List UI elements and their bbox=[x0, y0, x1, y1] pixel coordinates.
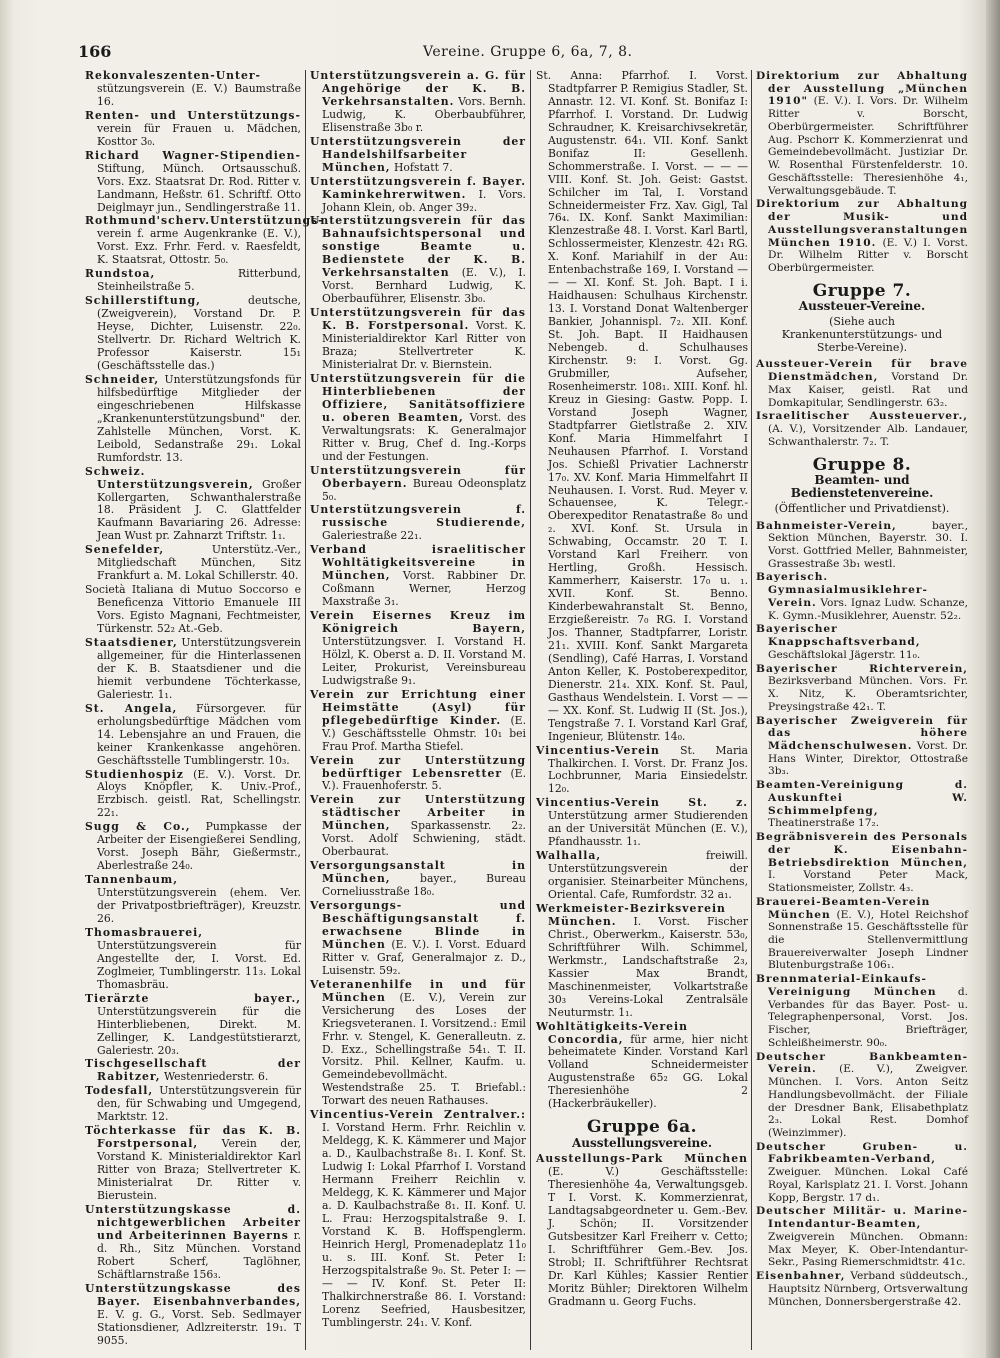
entry-text: für arme, hier nicht beheimatete Kinder. Vorstand Karl Volland Schneidermeister Augustenstraße 65₂ GG. Lokal Theresienhöhe 2 (Hackerbräukeller). bbox=[548, 1032, 748, 1111]
entry-text: Società Italiana di Mutuo Soccorso e Beneficenza Vittorio Emanuele III Vors. Egisto Magnani, Fechtmeister, Türkenstr. 52₂ At.-Geb. bbox=[85, 583, 301, 636]
entry-heading: Begräbnisverein des Personals der K. Eisenbahn-Betriebsdirektion München, bbox=[756, 831, 968, 869]
entry-text: St. Maria Thalkirchen. I. Vorst. Dr. Franz Jos. Lochbrunner, Maria Einsiedelstr. 12₀. bbox=[548, 743, 748, 796]
directory-entry bbox=[85, 295, 301, 373]
entry-text: (E. V.). Vorst. Dr. Aloys Knöpfler, K. Univ.-Prof., Erzbisch. geistl. Rat, Schellingstr. 22₁. bbox=[97, 767, 301, 820]
entry-heading: Brauerei-Beamten-Verein München bbox=[756, 895, 931, 921]
entry-heading: Rothmund'scherv.Unterstützungs- bbox=[85, 214, 324, 228]
directory-entry bbox=[756, 896, 968, 972]
directory-entry bbox=[85, 214, 324, 267]
directory-entry bbox=[756, 1270, 968, 1308]
entry-heading: Schneider, bbox=[85, 372, 160, 386]
entry-heading: Werkmeister-Bezirksverein München. bbox=[536, 902, 726, 928]
directory-entry bbox=[310, 504, 526, 543]
entry-heading: Rekonvaleszenten-Unter- bbox=[85, 69, 262, 82]
entry-heading: Richard Wagner-Stipendien- bbox=[85, 148, 301, 162]
entry-heading: Verein zur Unterstützung städtischer Arbeiter in München, bbox=[310, 793, 526, 833]
directory-entry bbox=[85, 110, 301, 149]
entry-text: Zweiguer. München. Lokal Café Royal, Karlsplatz 21. I. Vorst. Johann Kopp, Bergstr. 17 d₁. bbox=[768, 1166, 968, 1204]
page-number: 166 bbox=[78, 42, 112, 61]
entry-text: Unterstützungsverein für Angestellte der, I. Vorst. Ed. Zoglmeier, Tumblingerstr. 11₃. Lokal Thomasbräu. bbox=[97, 938, 301, 991]
directory-entry bbox=[756, 571, 968, 622]
directory-entry bbox=[85, 584, 301, 636]
entry-heading: Renten- und Unterstützungs- bbox=[85, 108, 301, 122]
entry-heading: Thomasbrauerei, bbox=[85, 925, 203, 939]
directory-entry bbox=[85, 1085, 301, 1124]
entry-text: Vorst. K. Ministerialdirektor Karl Ritter von Braza; Stellvertreter K. Ministerialrat Dr. v. Biernstein. bbox=[322, 319, 527, 371]
entry-text: Unterstützungsverein (ehem. Ver. der Privatpostbriefträger), Kreuzstr. 26. bbox=[97, 886, 301, 925]
entry-text: d. Verbandes für das Bayer. Post- u. Telegraphenpersonal, Vorst. Jos. Fischer, Briefträger, Schleißheimerstr. 90₀. bbox=[768, 985, 968, 1049]
entry-text: Unterstützungsver. I. Vorstand H. Hölzl, K. Oberst a. D. II. Vorstand M. Leiter, Prokurist, Vereinsbureau Ludwigstraße 9₁. bbox=[322, 634, 526, 687]
entry-text: St. Anna: Pfarrhof. I. Vorst. Stadtpfarrer P. Remigius Stadler, St. Annastr. 12. VI. Konf. St. Bonifaz I: Pfarrhof. I. Vorstand. Dr. Ludwig Schraudner, K. Kreisarchivsekretär, Augustenstr. 64₁. VII. Konf. Sankt Bonifaz II: Gesellenh. Schommerstraße. I. Vorst. — — — VIII. Konf. St. Joh. Geist: Gastst. Schilcher im Tal, I. Vorstand Schneidermeister Frz. Xav. Gigl, Tal 76₄. IX. Konf. Sankt Maximilian: Klenzestraße 48. I. Vorst. Karl Bartl, Schlossermeister, Klenzestr. 42₁ RG. X. Konf. Mariahilf in der Au: Entenbachstraße 169, I. Vorstand — — — XI. Konf. St. Joh. Bapt. I i. Haidhausen: Schulhaus Kirchenstr. 13. I. Vorstand Donat Waltenberger Bankier, Johannispl. 7₂. XII. Konf. St. Joh. Bapt. II Haidhausen Nebengeb. d. Schulhauses Kirchenstr. 9: I. Vorst. Gg. Grubmiller, Aufseher, Rosenheimerstr. 108₁. XIII. Konf. hl. Kreuz in Giesing: Gastw. Popp. I. Vorstand Joseph Wagner, Stadtpfarrer Gietlstraße 2. XIV. Konf. Maria Himmelfahrt I Neuhausen Pfarrhof. I. Vorstand Jos. Schießl Privatier Lachnerstr 17₀. XV. Konf. Maria Himmelfahrt II Neuhausen. I. Vorst. Rud. Meyer v. Schauensee, K. Telegr.-Oberexpeditor Renatastraße 8₀ und ₂. XVI. Konf. St. Ursula in Schwabing, Occamstr. 20 T. I. Vorstand Karl Freiherr. von Hertling, Großh. Hessisch. Kammerherr, Kaiserstr. 17₀ u. ₁. XVII. Konf. St. Benno. Kinderbewahranstalt St. Benno, Erzgießereistr. 7₀ RG. I. Vorstand Jos. Thanner, Stadtpfarrer, Loristr. 21₁. XVIII. Konf. Sankt Margareta (Sendling), Café Harras, I. Vorstand Anton Keller, K. Postoberexpeditor, Dienerstr. 21₄. XIX. Konf. St. Paul, Gasthaus Wendelstein. I. Vorst — — — XX. Konf. St. Ludwig II (St. Jos.), Tengstraße 7. I. Vorstand Karl Graf, Ingenieur, Blütenstr. 14₀. bbox=[536, 69, 748, 743]
entry-text: bayer., Bureau Corneliusstraße 18₀. bbox=[322, 872, 526, 899]
entry-text: r. d. Rh., Sitz München. Vorstand Robert Scherf, Taglöhner, Schäftlarnstraße 156₃. bbox=[97, 1228, 301, 1281]
entry-text: Bureau Odeonsplatz 5₀. bbox=[322, 476, 526, 503]
entry-text: Unterstützungsfonds für hilfsbedürftige Mitglieder der eingeschriebenen Hilfskasse „Krankenunterstützungsbund" der. Zahlstelle München, Vorst. K. Leibold, Sedanstraße 29₁. Lokal Rumfordstr. 13. bbox=[97, 372, 302, 464]
entry-text: I. Vorstand Peter Mack, Stationsmeister, Zollstr. 4₃. bbox=[768, 869, 968, 895]
entry-heading: Staatsdiener, bbox=[85, 635, 178, 649]
entry-heading: Rundstoa, bbox=[85, 267, 156, 281]
directory-entry bbox=[756, 410, 968, 448]
entry-heading: Aussteuer-Verein für brave Dienstmädchen, bbox=[756, 358, 968, 384]
entry-heading: Töchterkasse für das K. B. Forstpersonal, bbox=[85, 1124, 301, 1151]
entry-heading: Bayerischer Knappschaftsverband, bbox=[756, 623, 921, 649]
entry-heading: Tannenbaum, bbox=[85, 873, 178, 887]
group-subtitle: Beamten- und Bedienstetenvereine. bbox=[790, 473, 934, 501]
entry-text: Vorst. des Verwaltungsrats: K. Generalmajor Ritter v. Brug, Chef d. Ing.-Korps und der Festungen. bbox=[322, 410, 526, 463]
directory-entry bbox=[310, 70, 526, 135]
entry-text: Unterstützung armer Studierenden an der Universität München (E. V.), Pfandhausstr. 1₁. bbox=[548, 809, 748, 849]
entry-heading: Eisenbahner, bbox=[756, 1270, 846, 1283]
entry-text: Stiftung, Münch. Ortsausschuß. Vors. Exz. Staatsrat Dr. Rod. Ritter v. Landmann, Heßstr. 61. Schriftf. Otto Deiglmayr jun., Sendlingerstraße 11. bbox=[97, 161, 301, 214]
entry-heading: Unterstützungskasse des Bayer. Eisenbahnverbandes, bbox=[85, 1281, 301, 1308]
directory-entry bbox=[756, 70, 968, 197]
directory-entry bbox=[85, 544, 301, 583]
entry-heading: Studienhospiz bbox=[85, 767, 184, 781]
entry-text: Ritterbund, Steinheilstraße 5. bbox=[97, 267, 301, 294]
directory-entry bbox=[310, 215, 526, 306]
column-rule bbox=[751, 70, 752, 1350]
directory-entry bbox=[85, 466, 301, 544]
entry-text: Bezirksverband München. Vors. Fr. X. Nitz, K. Oberamtsrichter, Preysingstraße 42₁. T. bbox=[768, 675, 968, 713]
directory-entry bbox=[536, 850, 748, 902]
entry-heading: Unterstützungsverein für Oberbayern. bbox=[310, 463, 526, 490]
directory-entry bbox=[85, 70, 301, 109]
entry-heading: Verein zur Errichtung einer Heimstätte (Asyl) für pflegebedürftige Kinder. bbox=[310, 687, 526, 727]
entry-text: stützungsverein (E. V.) Baumstraße 16. bbox=[97, 81, 301, 108]
directory-entry bbox=[85, 1283, 301, 1348]
entry-text: Galeriestraße 22₁. bbox=[322, 529, 422, 543]
directory-entry bbox=[756, 1205, 968, 1269]
directory-entry bbox=[756, 358, 968, 409]
entry-text: (A. V.), Vorsitzender Alb. Landauer, Schwanthalerstr. 7₂. T. bbox=[768, 423, 968, 448]
entry-text: (E. V.), Verein zur Versicherung des Loses der Kriegsveteranen. I. Vorsitzend.: Emil Frhr. v. Stengel, K. Generalleutn. z. D. Exz., Schellingstraße 54₁. T. II. Vorsitz. Phil. Kellner, Kaufm. u. Gemeindebevollmächt. Westendstraße 25. T. Briefabl.: Torwart des neuen Rathauses. bbox=[322, 990, 526, 1108]
entry-heading: Unterstützungsverein für das Bahnaufsichtspersonal und sonstige Beamte u. Bedienstete der K. B. Verkehrsanstalten bbox=[310, 214, 526, 280]
entry-text: Geschäftslokal Jägerstr. 11₀. bbox=[768, 648, 921, 661]
directory-entry bbox=[85, 1125, 301, 1203]
entry-heading: Deutscher Gruben- u. Fabrikbeamten-Verband, bbox=[756, 1140, 968, 1166]
entry-heading: Todesfall, bbox=[85, 1084, 154, 1098]
entry-text: verein f. arme Augenkranke (E. V.), Vorst. Exz. Frhr. Ferd. v. Raesfeldt, K. Staatsrat, Ottostr. 5₀. bbox=[97, 227, 301, 267]
entry-heading: Bayerischer Zweigverein für das höhere Mädchenschulwesen. bbox=[756, 714, 968, 752]
directory-entry bbox=[536, 1021, 748, 1112]
text-column-4 bbox=[756, 70, 968, 1309]
directory-entry bbox=[85, 374, 301, 465]
column-rule bbox=[305, 70, 306, 1350]
entry-text: deutsche, (Zweigverein), Vorstand Dr. P. Heyse, Dichter, Luisenstr. 22₀. Stellvertr. Dr. Richard Weltrich K. Professor Kaiserstr. 15₁ (Geschäftsstelle das.) bbox=[97, 294, 301, 372]
column-rule bbox=[530, 70, 531, 1350]
directory-entry bbox=[310, 900, 526, 978]
entry-text: Unterstützungsverein für die Hinterbliebenen, Direkt. M. Zellinger, K. Landgestütstierarzt, Galeriestr. 20₃. bbox=[97, 1004, 301, 1057]
entry-heading: Unterstützungsverein für das K. B. Forstpersonal. bbox=[310, 306, 526, 333]
directory-entry bbox=[536, 1153, 748, 1308]
entry-heading: Vincentius-Verein Zentralver.: bbox=[310, 1108, 526, 1122]
entry-heading: Bahnmeister-Verein, bbox=[756, 519, 897, 532]
entry-heading: Walhalla, bbox=[536, 849, 602, 863]
entry-text: Vors. Bernh. Ludwig, K. Oberbaubführer, Elisenstraße 3b₀ r. bbox=[322, 94, 526, 134]
directory-entry bbox=[756, 1051, 968, 1140]
directory-entry bbox=[85, 993, 301, 1058]
entry-text: Unterstütz.-Ver., Mitgliedschaft München, Sitz Frankfurt a. M. Lokal Schillerstr. 40. bbox=[97, 543, 301, 583]
directory-entry bbox=[85, 1058, 301, 1084]
entry-heading: Tischgesellschaft der Rabitzer, bbox=[85, 1057, 301, 1084]
entry-heading: Ausstellungs-Park München bbox=[536, 1152, 748, 1166]
entry-heading: Verband israelitischer Wohltätigkeitsvereine in München, bbox=[310, 543, 526, 583]
directory-entry bbox=[536, 797, 748, 849]
entry-text: (E. V.), I. Vorst. Bernhard Ludwig, K. Oberbauführer, Elisenstr. 3b₀. bbox=[322, 266, 526, 306]
entry-text: (E. V.). I. Vors. Dr. Wilhelm Ritter v. Borscht, Oberbürgermeister. Schriftführer Aug. Pschorr K. Kommerzienrat und Gemeindebevollmächt. Justiziar Dr. W. Rosenthal Fürstenfelderstr. 10. Geschäftsstelle: Theresienhöhe 4₁, Verwaltungsgebäude. T. bbox=[768, 95, 968, 197]
entry-heading: Israelitischer Aussteuerver., bbox=[756, 410, 968, 423]
directory-entry bbox=[310, 465, 526, 504]
directory-entry bbox=[756, 779, 968, 830]
directory-entry bbox=[756, 520, 968, 571]
directory-entry bbox=[85, 1204, 301, 1282]
directory-entry bbox=[310, 610, 526, 688]
entry-heading: Versorgungs- und Beschäftigungsanstalt f. erwachsene Blinde in München bbox=[310, 899, 526, 951]
group-title: Gruppe 7. bbox=[812, 280, 912, 301]
entry-heading: Schweiz. Unterstützungsverein, bbox=[85, 464, 254, 491]
entry-text: (E. V.) Geschäftsstelle: Theresienhöhe 4a, Verwaltungsgeb. T I. Vorst. K. Kommerzienrat, Landtagsabgeordneter u. Gem.-Bev. J. Schön; II. Vorsitzender Gutsbesitzer Karl Freiherr v. Cetto; I. Schriftführer Gem.-Bev. Jos. Strobl; II. Schriftführer Rechtsrat Dr. Karl Kühles; Kassier Rentier Moritz Bühler; Direktoren Wilhelm Gradmann u. Georg Fuchs. bbox=[548, 1165, 748, 1308]
directory-entry bbox=[536, 903, 748, 1020]
directory-entry bbox=[85, 637, 301, 702]
entry-heading: Unterstützungsverein f. russische Studierende, bbox=[310, 503, 526, 530]
page-header bbox=[78, 40, 958, 66]
entry-text: I. Vorst. Fischer Christ., Oberwerkm., Kaiserstr. 53₀, Schriftführer Wilh. Schimmel, Werkmstr., Landschaftstraße 2₃, Kassier Max Brandt, Maschinenmeister, Volkartstraße 30₃ Vereins-Lokal Zentralsäle Neuturmstr. 1₁. bbox=[548, 914, 748, 1019]
directory-entry bbox=[756, 198, 968, 274]
group-note: (Öffentlicher und Privatdienst). bbox=[774, 501, 950, 515]
entry-text: Theatinerstraße 17₂. bbox=[768, 817, 880, 830]
group-subtitle: Aussteuer-Vereine. bbox=[798, 299, 926, 314]
directory-entry bbox=[85, 268, 301, 294]
directory-entry bbox=[756, 715, 968, 779]
entry-text: Hofstatt 7. bbox=[394, 160, 453, 174]
entry-heading: Sugg & Co., bbox=[85, 820, 191, 834]
directory-entry bbox=[310, 794, 526, 859]
directory-entry bbox=[310, 860, 526, 899]
entry-text: Unterstützungsverein allgemeiner, für die Hinterlassenen der K. B. Staatsdiener und die hiemit verbundene Töchterkasse, Galeriestr. 1₁. bbox=[97, 635, 301, 701]
entry-heading: Unterstützungsverein der Handelshilfsarbeiter München, bbox=[310, 134, 526, 174]
entry-text: E. V. g. G., Vorst. Seb. Sedlmayer Stationsdiener, Adlzreiterstr. 19₁. T 9055. bbox=[97, 1307, 301, 1347]
directory-entry bbox=[756, 831, 968, 895]
directory-entry bbox=[310, 689, 526, 754]
directory-entry bbox=[756, 1141, 968, 1205]
group-title: Gruppe 6a. bbox=[586, 1117, 698, 1138]
directory-entry bbox=[85, 150, 301, 215]
entry-heading: Unterstützungsverein für die Hinterbliebenen der Offiziere, Sanitätsoffiziere u. oberen Beamten, bbox=[310, 371, 526, 424]
entry-heading: St. Angela, bbox=[85, 701, 178, 715]
entry-heading: Direktorium zur Abhaltung der Musik- und Ausstellungsveranstaltungen München 1910. bbox=[756, 198, 969, 249]
directory-entry bbox=[536, 70, 748, 744]
entry-text: Vors. Ignaz Ludw. Schanze, K. Gymn.-Musiklehrer, Auenstr. 52₂. bbox=[768, 596, 968, 622]
entry-heading: Tierärzte bayer., bbox=[85, 991, 301, 1005]
directory-entry bbox=[310, 544, 526, 609]
entry-heading: Vincentius-Verein St. z. bbox=[536, 796, 748, 810]
entry-text: Verband süddeutsch., Hauptsitz Nürnberg, Ortsverwaltung München, Donnersbergerstraße 42. bbox=[768, 1270, 968, 1308]
entry-text: I. Vors. Johann Klein, ob. Anger 39₂. bbox=[322, 187, 526, 214]
entry-text: bayer., Sektion München, Bayerstr. 30. I. Vorst. Gottfried Meller, Bahnmeister, Grassestraße 3b₁ westl. bbox=[768, 519, 968, 570]
entry-text: (E. V.), Zweigver. München. I. Vors. Anton Seitz Handlungsbevollmächt. der Filiale der Dresdner Bank, Elisabethplatz 2₃. Lokal Rest. Domhof (Weinzimmer). bbox=[768, 1063, 968, 1140]
entry-heading: Bayerischer Richterverein, bbox=[756, 662, 968, 675]
entry-heading: Vincentius-Verein bbox=[536, 743, 660, 757]
entry-text: Pumpkasse der Arbeiter der Eisengießerei Sendling, Vorst. Joseph Bähr, Gießermstr., Aberlestraße 24₀. bbox=[97, 820, 301, 873]
directory-entry bbox=[756, 623, 968, 661]
entry-heading: Verein zur Unterstützung bedürftiger Lebensretter bbox=[310, 753, 526, 780]
scan-edge bbox=[986, 0, 1000, 1358]
entry-text: (E. V.). I. Vorst. Eduard Ritter v. Graf, Generalmajor z. D., Luisenstr. 59₂. bbox=[322, 937, 526, 977]
directory-entry bbox=[756, 663, 968, 714]
entry-text: Sparkassenstr. 2₂. Vorst. Adolf Schwiening, städt. Oberbaurat. bbox=[322, 819, 526, 859]
entry-text: verein für Frauen u. Mädchen, Kosttor 3₀. bbox=[97, 121, 301, 148]
entry-heading: Senefelder, bbox=[85, 543, 165, 557]
directory-entry bbox=[310, 307, 526, 372]
entry-text: Verein der, Vorstand K. Ministerialdirektor Karl Ritter von Braza; Stellvertreter K. Ministerialrat Dr. Ritter v. Bierustein. bbox=[97, 1137, 302, 1203]
entry-text: Westenriederstr. 6. bbox=[163, 1070, 269, 1084]
group-note: (Siehe auch Krankenunterstützungs- und Sterbe-Vereine). bbox=[781, 315, 943, 354]
entry-heading: Unterstützungsverein a. G. für Angehörige der K. B. Verkehrsanstalten. bbox=[310, 69, 526, 108]
entry-heading: Direktorium zur Abhaltung der Ausstellung „München 1910" bbox=[756, 70, 968, 108]
directory-entry bbox=[85, 927, 301, 992]
group-title: Gruppe 8. bbox=[812, 454, 912, 475]
entry-heading: Versorgungsanstalt in München, bbox=[310, 859, 526, 886]
entry-text: (E. V.) I. Vorst. Dr. Wilhelm Ritter v. Borscht Oberbürgermeister. bbox=[768, 236, 968, 275]
directory-entry bbox=[310, 1109, 526, 1329]
text-column-3 bbox=[536, 70, 748, 1310]
entry-heading: Deutscher Militär- u. Marine-Intendantur-Beamten, bbox=[756, 1205, 968, 1231]
entry-text: Vorst. Dr. Hans Winter, Direktor, Ottostraße 3b₃. bbox=[768, 739, 969, 778]
directory-entry bbox=[85, 821, 301, 873]
running-head: Vereine. Gruppe 6, 6a, 7, 8. bbox=[423, 44, 633, 60]
entry-text: Vorst. Rabbiner Dr. Coßmann Werner, Herzog Maxstraße 3₁. bbox=[322, 569, 526, 609]
entry-heading: Wohltätigkeits-Verein Concordia, bbox=[536, 1019, 688, 1046]
directory-entry bbox=[85, 703, 301, 768]
entry-text: (E. V.) Geschäftsstelle Ohmstr. 10₁ bei Frau Prof. Martha Stiefel. bbox=[322, 713, 526, 753]
entry-text: freiwill. Unterstützungsverein der organisier. Steinarbeiter Münchens, Oriental. Cafe, Rumfordstr. 32 a₁. bbox=[548, 849, 748, 902]
entry-heading: Beamten-Vereinigung d. Auskunftei W. Schimmelpfeng, bbox=[756, 779, 968, 817]
text-column-2 bbox=[310, 70, 526, 1331]
entry-heading: Deutscher Bankbeamten-Verein. bbox=[756, 1050, 968, 1076]
entry-heading: Bayerisch. Gymnasialmusiklehrer-Verein. bbox=[756, 571, 928, 609]
directory-entry bbox=[310, 136, 526, 175]
entry-text: Zweigverein München. Obmann: Max Meyer, K. Ober-Intendantur-Sekr., Pasing Riemerschmidtstr. 41c. bbox=[768, 1230, 968, 1269]
entry-heading: Schillerstiftung, bbox=[85, 294, 201, 308]
group-subtitle: Ausstellungsvereine. bbox=[571, 1136, 713, 1151]
entry-text: (E. V.). Frauenhoferstr. 5. bbox=[322, 766, 526, 793]
directory-entry bbox=[310, 979, 526, 1109]
entry-heading: Veteranenhilfe in und für München bbox=[310, 977, 526, 1004]
entry-text: Großer Kollergarten, Schwanthalerstraße 18. Präsident J. C. Glattfelder Kaufmann Bavariaring 26. Adresse: Jean Wust pr. Zahnarzt Triftstr. 1₁. bbox=[97, 477, 301, 543]
entry-heading: Verein Eisernes Kreuz im Königreich Bayern, bbox=[310, 609, 526, 636]
directory-entry bbox=[756, 973, 968, 1049]
entry-text: Vorstand Dr. Max Kaiser, geistl. Rat und Domkapitular, Sendlingerstr. 63₂. bbox=[768, 371, 968, 409]
directory-entry bbox=[85, 769, 301, 821]
entry-text: I. Vorstand Herm. Frhr. Reichlin v. Meldegg, K. K. Kämmerer und Major a. D., Kaulbachstraße 8₁. I. Konf. St. Ludwig I: Lokal Pfarrhof I. Vorstand Hermann Freiherr Reichlin v. Meldegg, K. K. Kämmerer und Major a. D. Kaulbachstraße 8₁. II. Konf. U. L. Frau: Herzogspitalstraße 9. I. Vorstand K. B. Hoffspenglerm. Heinrich Hergl, Promenadeplatz 11₀ u. s. III. Konf. St. Peter I: Herzogspitalstraße 9₀. St. Peter I: — — — IV. Konf. St. Peter II: Thalkirchnerstraße 86. I. Vorstand: Lorenz Seefried, Hausbesitzer, Tumblingerstr. 24₁. V. Konf. bbox=[322, 1121, 526, 1329]
entry-heading: Brennmaterial-Einkaufs-Vereinigung München bbox=[756, 973, 937, 998]
directory-entry bbox=[85, 874, 301, 926]
entry-text: (E. V.), Hotel Reichshof Sonnenstraße 15. Geschäftsstelle für die Stellenvermittlung Brauereiverwalter Joseph Lindner Blutenburgstraße 106₁. bbox=[768, 908, 969, 972]
entry-heading: Unterstützungskasse d. nichtgewerblichen Arbeiter und Arbeiterinnen Bayerns bbox=[85, 1202, 301, 1242]
text-column-1 bbox=[85, 69, 324, 1348]
entry-text: Fürsorgever. für erholungsbedürftige Mädchen vom 14. Lebensjahre an und Frauen, die keiner Krankenkasse angehören. Geschäftsstelle Tumblingerstr. 10₃. bbox=[97, 701, 301, 767]
entry-text: Unterstützungsverein für den, für Schwabing und Umgegend, Marktstr. 12. bbox=[97, 1084, 302, 1124]
directory-entry bbox=[536, 745, 748, 797]
directory-entry bbox=[310, 373, 526, 464]
directory-entry bbox=[310, 176, 526, 215]
directory-entry bbox=[310, 755, 526, 794]
entry-heading: Unterstützungsverein f. Bayer. Kaminkehrerwitwen. bbox=[310, 174, 526, 201]
